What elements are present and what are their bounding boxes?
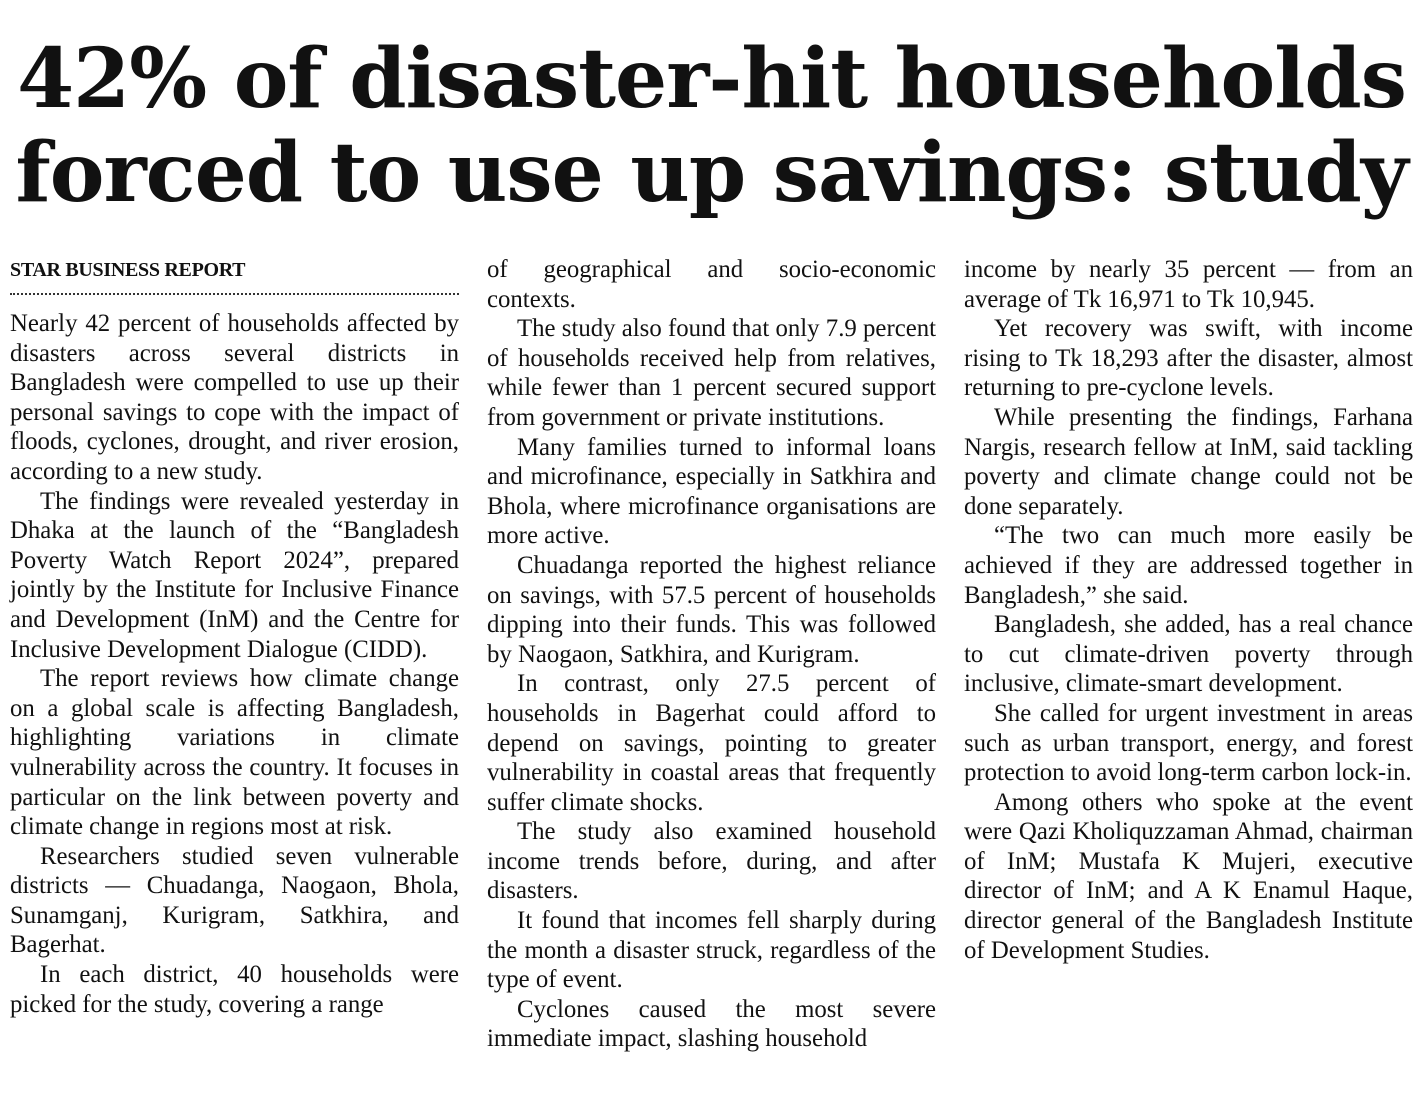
paragraph: She called for urgent investment in areas such as urban transport, energy, and forest protection to avoid long-term carbon lock-in. (964, 699, 1413, 787)
paragraph: While presenting the findings, Farhana Nargis, research fellow at InM, said tackling poverty and climate change could not be done separately. (964, 403, 1413, 520)
paragraph: Yet recovery was swift, with income rising to Tk 18,293 after the disaster, almost returning to pre-cyclone levels. (964, 315, 1413, 402)
paragraph: The findings were revealed yesterday in Dhaka at the launch of the “Bangladesh Poverty Watch Report 2024”, prepared jointly by the Institute for Inclusive Finance and Development (InM) and the Centre for Inclusive Development Dialogue (CIDD). (10, 487, 459, 663)
paragraph: Cyclones caused the most severe immediate impact, slashing household (487, 995, 936, 1053)
headline (0, 32, 1423, 220)
paragraph: income by nearly 35 percent — from an average of Tk 16,971 to Tk 10,945. (964, 256, 1413, 313)
article-column-2 (487, 255, 936, 1054)
byline-divider (10, 293, 459, 295)
paragraph: Nearly 42 percent of households affected by disasters across several districts in Bangladesh were compelled to use up their personal savings to cope with the impact of floods, cyclones, drought, and river erosion, according to a new study. (10, 310, 459, 485)
headline-line-2: forced to use up savings: study (15, 125, 1408, 221)
paragraph: Bangladesh, she added, has a real chance to cut climate-driven poverty through inclusive, climate-smart development. (964, 611, 1413, 698)
paragraph: Chuadanga reported the highest reliance on savings, with 57.5 percent of households dipping into their funds. This was followed by Naogaon, Satkhira, and Kurigram. (487, 551, 936, 668)
paragraph: In each district, 40 households were picked for the study, covering a range (10, 961, 459, 1018)
paragraph: Many families turned to informal loans and microfinance, especially in Satkhira and Bhola, where microfinance organisations are more active. (487, 433, 936, 550)
paragraph: Among others who spoke at the event were Qazi Kholiquzzaman Ahmad, chairman of InM; Mustafa K Mujeri, executive director of InM; and A K Enamul Haque, director general of the Bangladesh Institute of Development Studies. (964, 788, 1413, 964)
paragraph: The report reviews how climate change on a global scale is affecting Bangladesh, highlighting variations in climate vulnerability across the country. It focuses in particular on the link between poverty and climate change in regions most at risk. (10, 665, 459, 841)
paragraph: of geographical and socio-economic contexts. (487, 256, 936, 313)
article-column-3 (964, 255, 1413, 965)
byline: STAR BUSINESS REPORT (10, 259, 246, 281)
paragraph: The study also examined household income trends before, during, and after disasters. (487, 818, 936, 905)
paragraph: In contrast, only 27.5 percent of households in Bagerhat could afford to depend on savings, pointing to greater vulnerability in coastal areas that frequently suffer climate shocks. (487, 670, 936, 816)
paragraph: Researchers studied seven vulnerable districts — Chuadanga, Naogaon, Bhola, Sunamganj, Kurigram, Satkhira, and Bagerhat. (10, 842, 459, 959)
paragraph: It found that incomes fell sharply during the month a disaster struck, regardless of the type of event. (487, 907, 936, 994)
article-column-1 (10, 255, 459, 1019)
headline-line-1: 42% of disaster-hit households (17, 31, 1406, 127)
paragraph: “The two can much more easily be achieved if they are addressed together in Bangladesh,” she said. (964, 522, 1413, 609)
paragraph: The study also found that only 7.9 percent of households received help from relatives, while fewer than 1 percent secured support from government or private institutions. (487, 315, 936, 431)
